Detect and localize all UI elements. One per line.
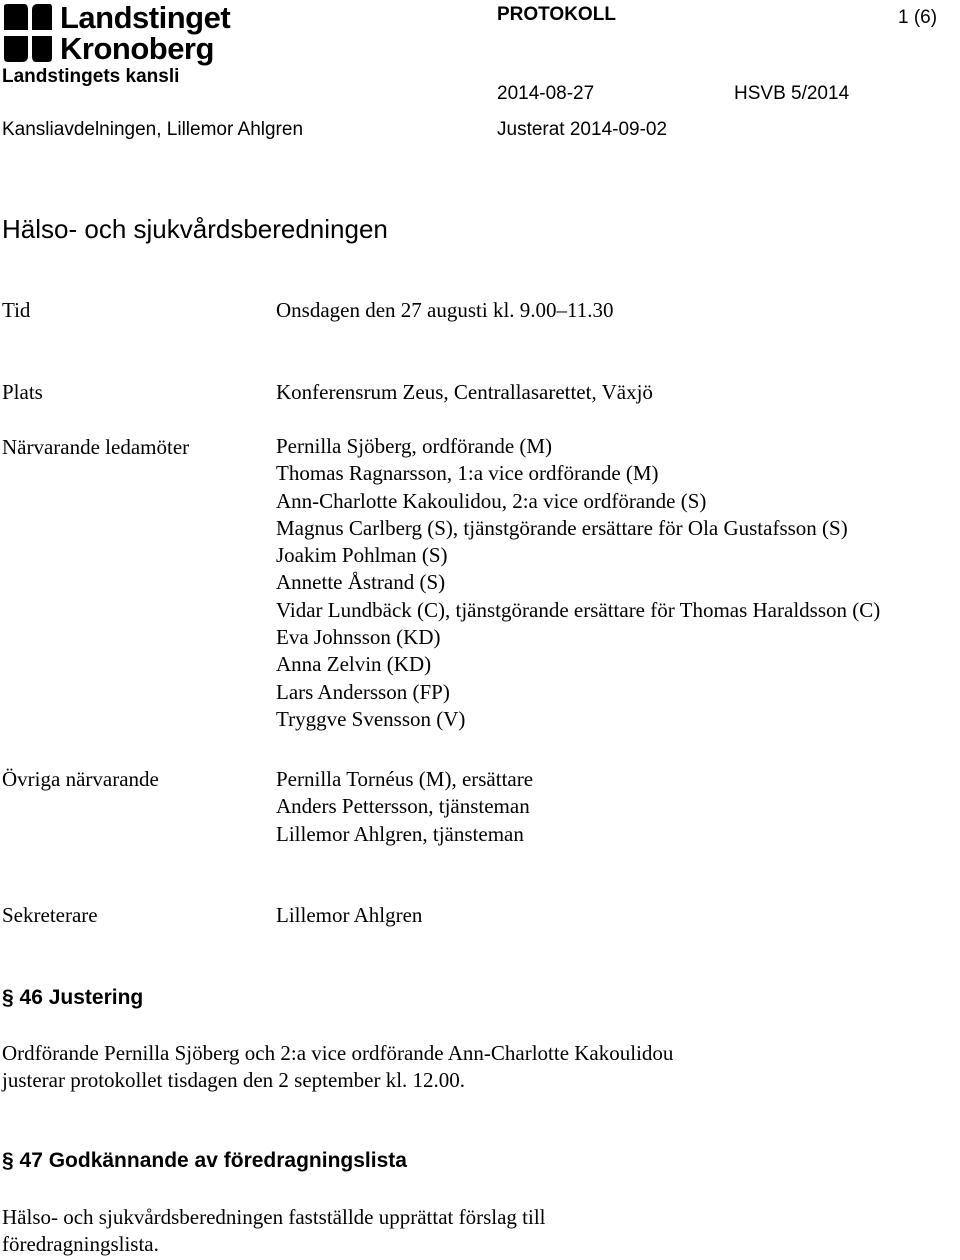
section-body <box>2 1204 546 1259</box>
list-item: Joakim Pohlman (S) <box>276 543 448 568</box>
list-item: Anna Zelvin (KD) <box>276 652 432 677</box>
logo-line-1: Landstinget <box>60 0 231 35</box>
landstinget-kronoberg-logo <box>2 2 237 66</box>
secretary-label: Sekreterare <box>2 903 98 927</box>
list-item: Pernilla Tornéus (M), ersättare <box>276 767 534 791</box>
list-item: Anders Pettersson, tjänsteman <box>276 794 530 819</box>
page-title: Hälso- och sjukvårdsberedningen <box>2 214 388 244</box>
list-item: Vidar Lundbäck (C), tjänstgörande ersättare för Thomas Haraldsson (C) <box>276 597 881 622</box>
section-heading: § 46 Justering <box>2 986 144 1009</box>
office-name: Landstingets kansli <box>2 66 180 87</box>
members-list <box>276 433 880 733</box>
logo-mark-icon <box>2 2 54 64</box>
others-list <box>276 766 533 848</box>
doc-type: PROTOKOLL <box>497 4 616 25</box>
list-item: Lillemor Ahlgren, tjänsteman <box>276 821 524 846</box>
list-item: Annette Åstrand (S) <box>276 570 446 595</box>
list-item: Ann-Charlotte Kakoulidou, 2:a vice ordförande (S) <box>276 488 707 513</box>
paragraph-line: föredragningslista. <box>2 1232 159 1257</box>
section-body <box>2 1040 673 1095</box>
list-item: Tryggve Svensson (V) <box>276 706 466 731</box>
reference-number: HSVB 5/2014 <box>734 83 850 104</box>
paragraph-line: Ordförande Pernilla Sjöberg och 2:a vice ordförande Ann-Charlotte Kakoulidou <box>2 1041 674 1065</box>
members-label: Närvarande ledamöter <box>2 435 190 459</box>
list-item: Eva Johnsson (KD) <box>276 625 441 650</box>
meeting-date: 2014-08-27 <box>497 83 595 104</box>
time-label: Tid <box>2 298 31 322</box>
department: Kansliavdelningen, Lillemor Ahlgren <box>2 119 304 140</box>
list-item: Pernilla Sjöberg, ordförande (M) <box>276 434 553 458</box>
time-value: Onsdagen den 27 augusti kl. 9.00–11.30 <box>276 298 614 322</box>
list-item: Lars Andersson (FP) <box>276 679 450 704</box>
paragraph-line: Hälso- och sjukvårdsberedningen fastställde upprättat förslag till <box>2 1205 546 1229</box>
justified-date: Justerat 2014-09-02 <box>497 119 668 140</box>
section-heading: § 47 Godkännande av föredragningslista <box>2 1149 407 1172</box>
logo-line-2: Kronoberg <box>60 31 214 66</box>
secretary-value: Lillemor Ahlgren <box>276 903 423 927</box>
others-label: Övriga närvarande <box>2 767 159 791</box>
list-item: Thomas Ragnarsson, 1:a vice ordförande (M) <box>276 461 659 486</box>
paragraph-line: justerar protokollet tisdagen den 2 september kl. 12.00. <box>2 1068 466 1093</box>
page-number: 1 (6) <box>898 7 938 28</box>
place-value: Konferensrum Zeus, Centrallasarettet, Växjö <box>276 380 653 404</box>
list-item: Magnus Carlberg (S), tjänstgörande ersättare för Ola Gustafsson (S) <box>276 515 848 540</box>
place-label: Plats <box>2 380 43 404</box>
